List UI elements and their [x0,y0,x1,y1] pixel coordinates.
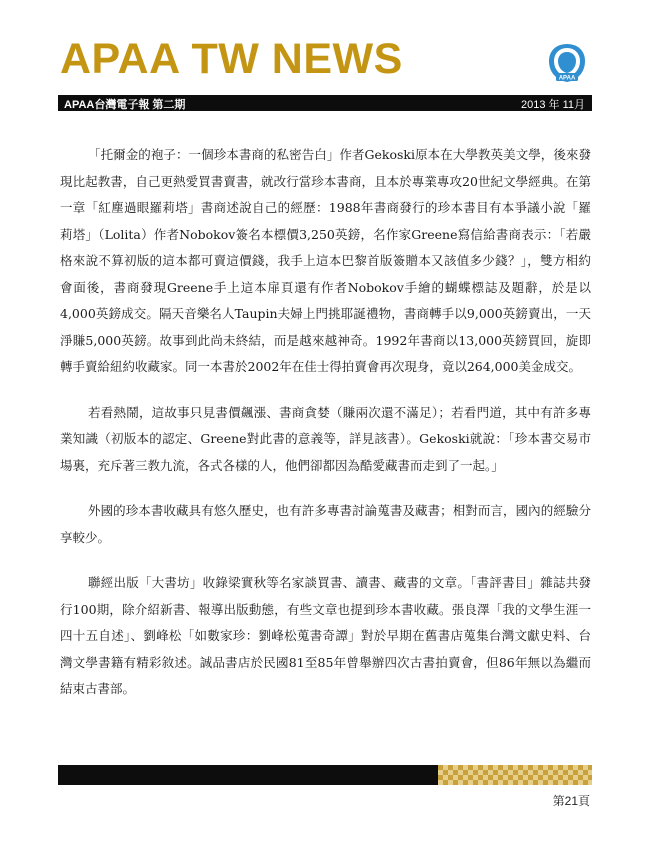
svg-text:APAA: APAA [558,75,576,82]
apaa-logo-icon [547,42,587,84]
article-paragraph-2: 若看熱鬧，這故事只見書價飆漲、書商貪婪（賺兩次還不滿足）；若看門道，其中有許多專業知識（初版本的認定、Greene對此書的意義等，詳見該書）。Gekoski就說：「珍本書交易市場裏，充斥著三教九流，各式各樣的人，他們卻都因為酷愛藏書而走到了一起。」 [60,404,591,473]
issue-header-bar [58,95,592,111]
footer-bar-checkered-pattern [438,765,592,785]
article-body [60,142,591,722]
page-number: 第21頁 [552,794,590,808]
footer-decorative-bar [58,765,592,785]
article-paragraph-1: 「托爾金的袍子：一個珍本書商的私密告白」作者Gekoski原本在大學教英美文學，後來發現比起教書，自己更熱愛買書賣書，就改行當珍本書商，且本於專業專攻20世紀文學經典。在第一章「紅塵過眼羅莉塔」書商述說自己的經歷：1988年書商發行的珍本書目有本爭議小說「羅莉塔」（Lolita）作者Nobokov簽名本標價3,250英鎊，名作家Greene寫信給書商表示：「若嚴格來說不算初版的這本都可賣這價錢，我手上這本巴黎首版簽贈本又該值多少錢？」，雙方相約會面後，書商發現Greene手上這本扉頁還有作者Nobokov手繪的蝴蝶標誌及題辭，於是以4,000英鎊成交。隔天音樂名人Taupin夫婦上門挑耶誕禮物，書商轉手以9,000英鎊賣出，一天淨賺5,000英鎊。故事到此尚未終結，而是越來越神奇。1992年書商以13,000英鎊買回，旋即轉手賣給紐約收藏家。同一本書於2002年在佳士得拍賣會再次現身，竟以264,000美金成交。 [60,147,591,374]
article-paragraph-4: 聯經出版「大書坊」收錄梁實秋等名家談買書、讀書、藏書的文章。「書評書目」雜誌共發行100期，除介紹新書、報導出版動態，有些文章也提到珍本書收藏。張良澤「我的文學生涯一四十五自述」、劉峰松「如數家珍：劉峰松蒐書奇譚」對於早期在舊書店蒐集台灣文獻史料、台灣文學書籍有精彩敘述。誠品書店於民國81至85年曾舉辦四次古書拍賣會，但86年無以為繼而結束古書部。 [60,575,591,696]
footer-bar-solid [58,765,438,785]
issue-date: 2013 年 11月 [520,99,585,111]
issue-label: APAA台灣電子報 第二期 [64,99,186,111]
article-paragraph-3: 外國的珍本書收藏具有悠久歷史，也有許多專書討論蒐書及藏書；相對而言，國內的經驗分享較少。 [60,503,591,545]
masthead-title: APAA TW NEWS [60,35,403,83]
apaa-logo [547,42,587,84]
